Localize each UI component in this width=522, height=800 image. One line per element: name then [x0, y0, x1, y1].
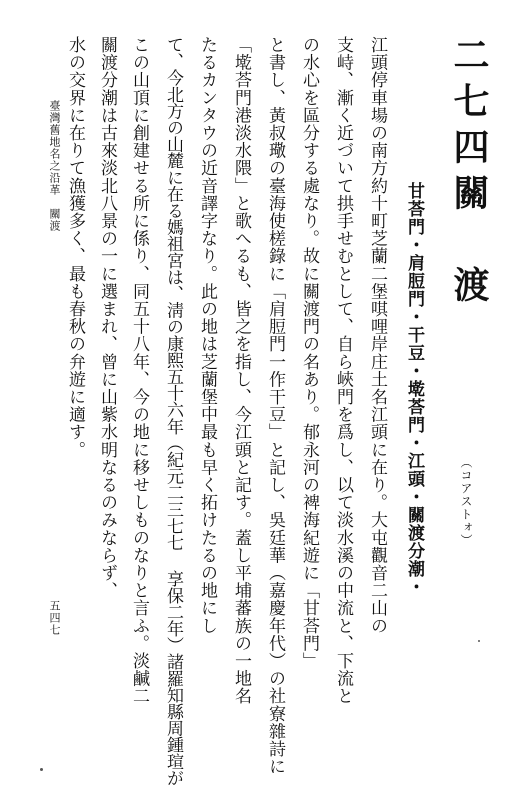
- body-line-9: 關渡分潮は古來淡北八景の一に選まれ、曾に山紫水明なるのみならず、: [97, 36, 117, 600]
- entry-heading: [444, 36, 495, 312]
- body-line-3: の水心を區分する處なり。故に關渡門の名あり。郁永河の裨海紀遊に「甘荅門」: [299, 36, 319, 670]
- entry-number: 二七四: [448, 36, 490, 174]
- print-speck: [40, 768, 43, 771]
- entry-variant-names: 甘荅門・肩脰門・干豆・墘荅門・江頭・關渡分潮・: [404, 182, 424, 596]
- body-line-10: 水の交界に在りて漁獲多く、最も春秋の弁遊に適す。: [65, 36, 85, 459]
- body-line-4: と書し、黃叔璥の臺海使槎錄に「肩脰門一作干豆」と記し、吳廷華（嘉慶年代）の社寮雜詩に: [265, 36, 285, 776]
- body-line-6: たるカンタウの近音譯字なり。此の地は芝蘭堡中最も早く拓けたるの地にし: [197, 36, 217, 635]
- body-line-8: この山頂に創建せる所に係り、同五十八年、今の地に移せしものなりと言ふ。淡鹹二: [129, 36, 149, 705]
- body-line-7: て、今北方の山麓に在る媽祖宮は、淸の康熙五十六年（紀元二三七七 享保二年）諸羅知縣周鍾瑄が: [163, 36, 183, 787]
- entry-title: 關 渡: [448, 174, 490, 312]
- page-number: 五四七: [48, 600, 61, 636]
- body-line-2: 支峙、漸く近づいて拱手せむとして、自ら峽門を爲し、以て淡水溪の中流と、下流と: [333, 36, 353, 705]
- print-speck: [478, 640, 480, 642]
- body-line-5: 「墘荅門港淡水隈」と歌へるも、皆之を指し、今江頭と記す。蓋し平埔蕃族の一地名: [231, 36, 251, 705]
- body-line-1: 江頭停車場の南方約十町芝蘭二堡唭哩岸庄土名江頭に在り。大屯觀音二山の: [367, 36, 387, 635]
- entry-reading: （コアストォ）: [459, 456, 473, 547]
- running-head: 臺灣舊地名之沿革 關渡: [48, 100, 61, 232]
